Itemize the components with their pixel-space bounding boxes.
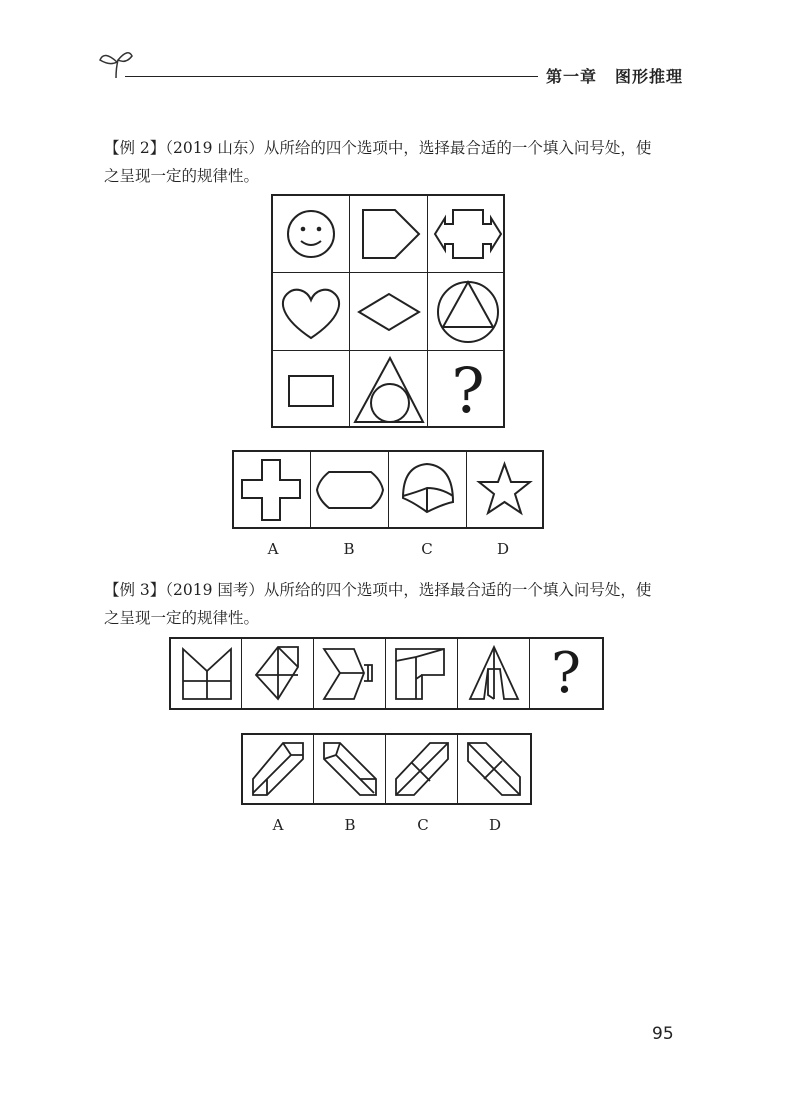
sprout-icon [98,46,134,80]
example2-source: （2019 山东） [165,139,264,157]
sequence-item [242,639,314,708]
sequence-item [314,639,386,708]
arch-shape-icon [389,452,467,527]
circle-in-triangle-icon [351,352,429,430]
option-c[interactable] [389,452,467,527]
option-label-b: B [343,540,355,558]
option-d[interactable] [467,452,542,527]
example3-sequence [169,637,604,710]
page-number: 95 [652,1024,674,1044]
grid-cell [273,196,351,274]
sequence-item [171,639,242,708]
option-label-d: D [488,816,502,834]
page-header [0,0,800,100]
example3-options [241,733,532,805]
heart-icon [273,274,351,352]
option-label-c: C [417,816,429,834]
example2-question [104,134,688,190]
folded-rect-icon [386,639,458,708]
rounded-hexagon-icon [311,452,389,527]
option-d[interactable] [458,735,530,803]
diagonal-fold-b-icon [314,735,386,803]
sequence-item-question [530,639,602,708]
option-label-c: C [421,540,433,558]
star-icon [467,452,542,527]
diamond-fold-icon [242,639,314,708]
double-arrow-cross-icon [429,196,507,274]
example3-source: （2019 国考） [165,581,264,599]
option-label-a: A [272,816,284,834]
triangle-in-circle-icon [429,274,507,352]
sequence-item [458,639,530,708]
example3-question [104,576,688,632]
option-b[interactable] [314,735,386,803]
option-label-b: B [344,816,356,834]
example2-options [232,450,544,529]
question-mark: ? [451,354,485,427]
w-figure-icon [171,639,242,708]
chevron-tab-icon [314,639,386,708]
example3-text1: 从所给的四个选项中，选择最合适的一个填入问号处，使 [263,581,652,599]
rectangle-icon [273,352,351,430]
rhombus-icon [351,274,429,352]
chapter-number: 第一章 [546,67,598,86]
grid-cell [351,274,429,352]
grid-cell [351,196,429,274]
option-a[interactable] [243,735,314,803]
example2-grid [271,194,505,428]
example3-line1 [104,576,688,604]
sequence-item [386,639,458,708]
example2-line2: 之呈现一定的规律性。 [104,167,260,185]
cross-icon [234,452,311,527]
option-a[interactable] [234,452,311,527]
diagonal-split-d-icon [458,735,530,803]
grid-cell [429,274,507,352]
question-mark: ? [550,640,582,706]
option-label-d: D [496,540,510,558]
chapter-name: 图形推理 [615,67,684,86]
grid-cell [429,196,507,274]
option-c[interactable] [386,735,458,803]
grid-cell-question [429,352,507,430]
diagonal-fold-a-icon [243,735,314,803]
example2-line1 [104,134,688,162]
grid-cell [273,352,351,430]
example2-tag: 【例 2】 [104,139,166,157]
example3-tag: 【例 3】 [104,581,166,599]
example2-text1: 从所给的四个选项中，选择最合适的一个填入问号处，使 [263,139,652,157]
option-label-a: A [267,540,279,558]
grid-cell [351,352,429,430]
option-b[interactable] [311,452,389,527]
a-frame-icon [458,639,530,708]
diagonal-split-c-icon [386,735,458,803]
smiley-face-icon [273,196,351,274]
header-rule [125,76,538,77]
pentagon-arrow-icon [351,196,429,274]
example3-line2: 之呈现一定的规律性。 [104,609,260,627]
chapter-title [546,64,683,87]
grid-cell [273,274,351,352]
